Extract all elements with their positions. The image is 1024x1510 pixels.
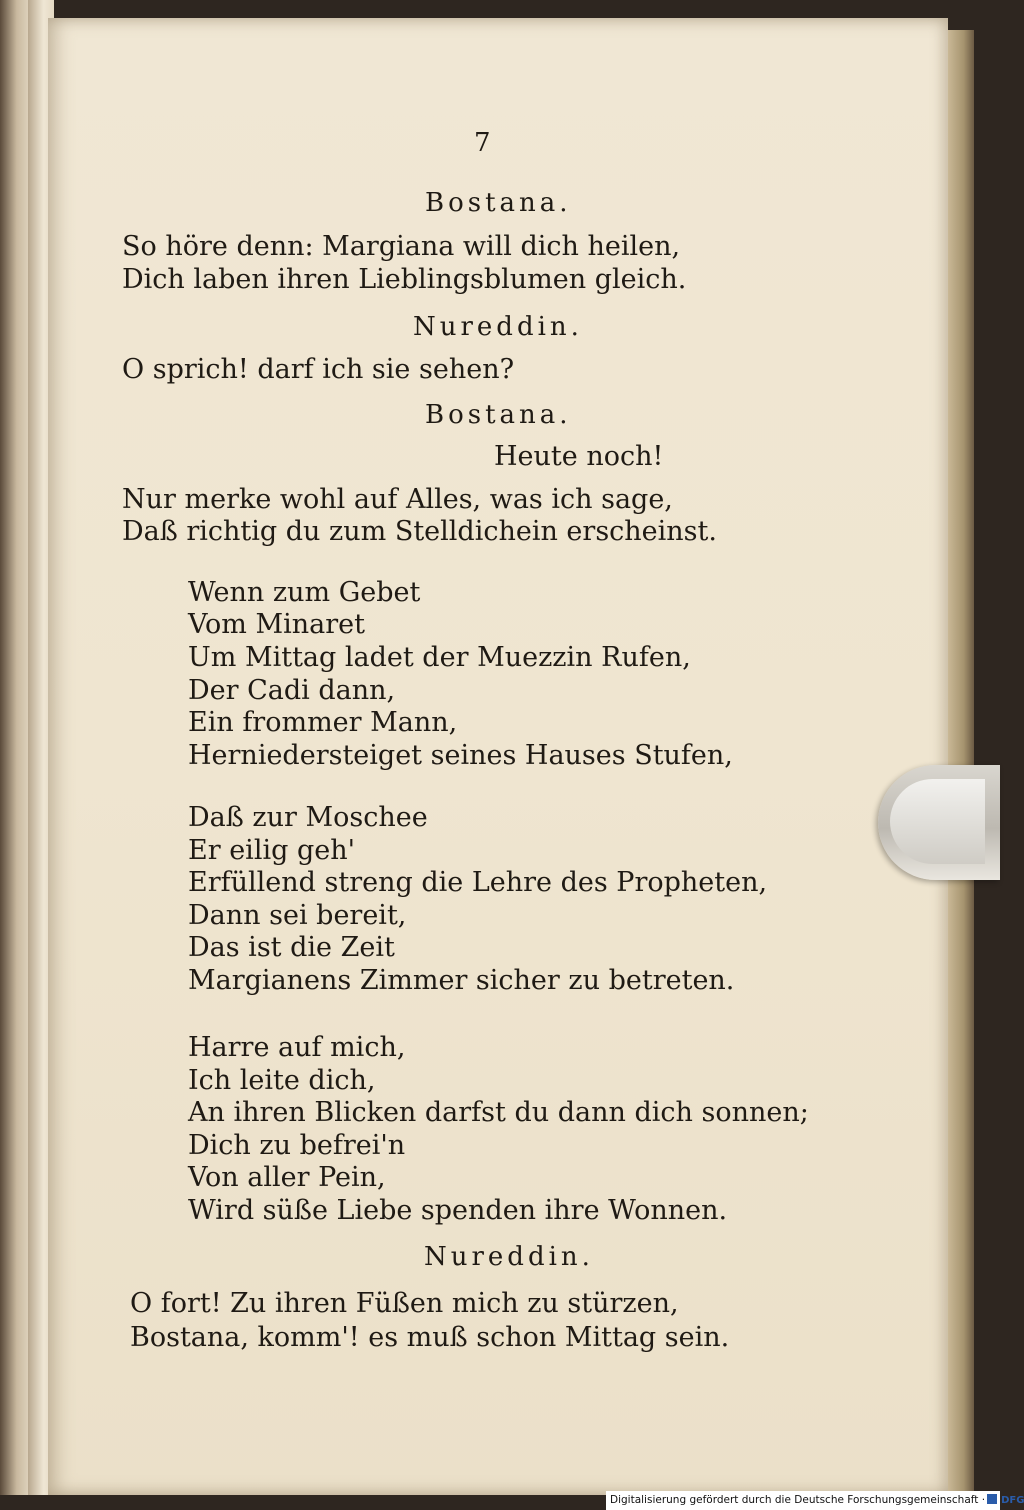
verse-line: Dich laben ihren Lieblingsblumen gleich.: [122, 264, 687, 295]
verse-line: Daß zur Moschee: [188, 802, 428, 833]
footer-separator: ·: [978, 1494, 986, 1506]
verse-line: Daß richtig du zum Stelldichein erscheinst.: [122, 516, 717, 547]
verse-line: Das ist die Zeit: [188, 932, 395, 963]
verse-line: Um Mittag ladet der Muezzin Rufen,: [188, 642, 691, 673]
verse-line: Margianens Zimmer sicher zu betreten.: [188, 965, 735, 996]
verse-line: Dann sei bereit,: [188, 900, 407, 931]
verse-line: Er eilig geh': [188, 835, 356, 866]
verse-line: O fort! Zu ihren Füßen mich zu stürzen,: [130, 1288, 679, 1319]
verse-line: O sprich! darf ich sie sehen?: [122, 354, 515, 385]
verse-line: Heute noch!: [494, 441, 664, 472]
verse-line: Ein frommer Mann,: [188, 707, 458, 738]
verse-line: An ihren Blicken darfst du dann dich sonnen;: [188, 1097, 809, 1128]
verse-line: Bostana, komm'! es muß schon Mittag sein.: [130, 1322, 730, 1353]
speaker-label: Bostana.: [425, 400, 572, 430]
speaker-label: Bostana.: [425, 188, 572, 218]
verse-line: Vom Minaret: [188, 609, 365, 640]
footer-text: Digitalisierung gefördert durch die Deutsche Forschungsgemeinschaft: [610, 1494, 979, 1506]
speaker-label: Nureddin.: [413, 312, 583, 342]
dfg-logo-icon: [987, 1494, 997, 1504]
verse-line: Harre auf mich,: [188, 1032, 406, 1063]
dfg-logo: DFG: [1001, 1495, 1024, 1506]
verse-line: Dich zu befrei'n: [188, 1130, 406, 1161]
verse-line: So höre denn: Margiana will dich heilen,: [122, 231, 681, 262]
verse-line: Wenn zum Gebet: [188, 577, 421, 608]
verse-line: Herniedersteiget seines Hauses Stufen,: [188, 740, 733, 771]
verse-line: Nur merke wohl auf Alles, was ich sage,: [122, 484, 673, 515]
verse-line: Der Cadi dann,: [188, 675, 396, 706]
verse-line: Ich leite dich,: [188, 1065, 376, 1096]
verse-line: Wird süße Liebe spenden ihre Wonnen.: [188, 1195, 728, 1226]
verse-line: Erfüllend streng die Lehre des Propheten,: [188, 867, 768, 898]
speaker-label: Nureddin.: [424, 1242, 594, 1272]
page-number: 7: [474, 128, 491, 158]
digitization-footer: [606, 1491, 1024, 1510]
verse-line: Von aller Pein,: [188, 1162, 386, 1193]
